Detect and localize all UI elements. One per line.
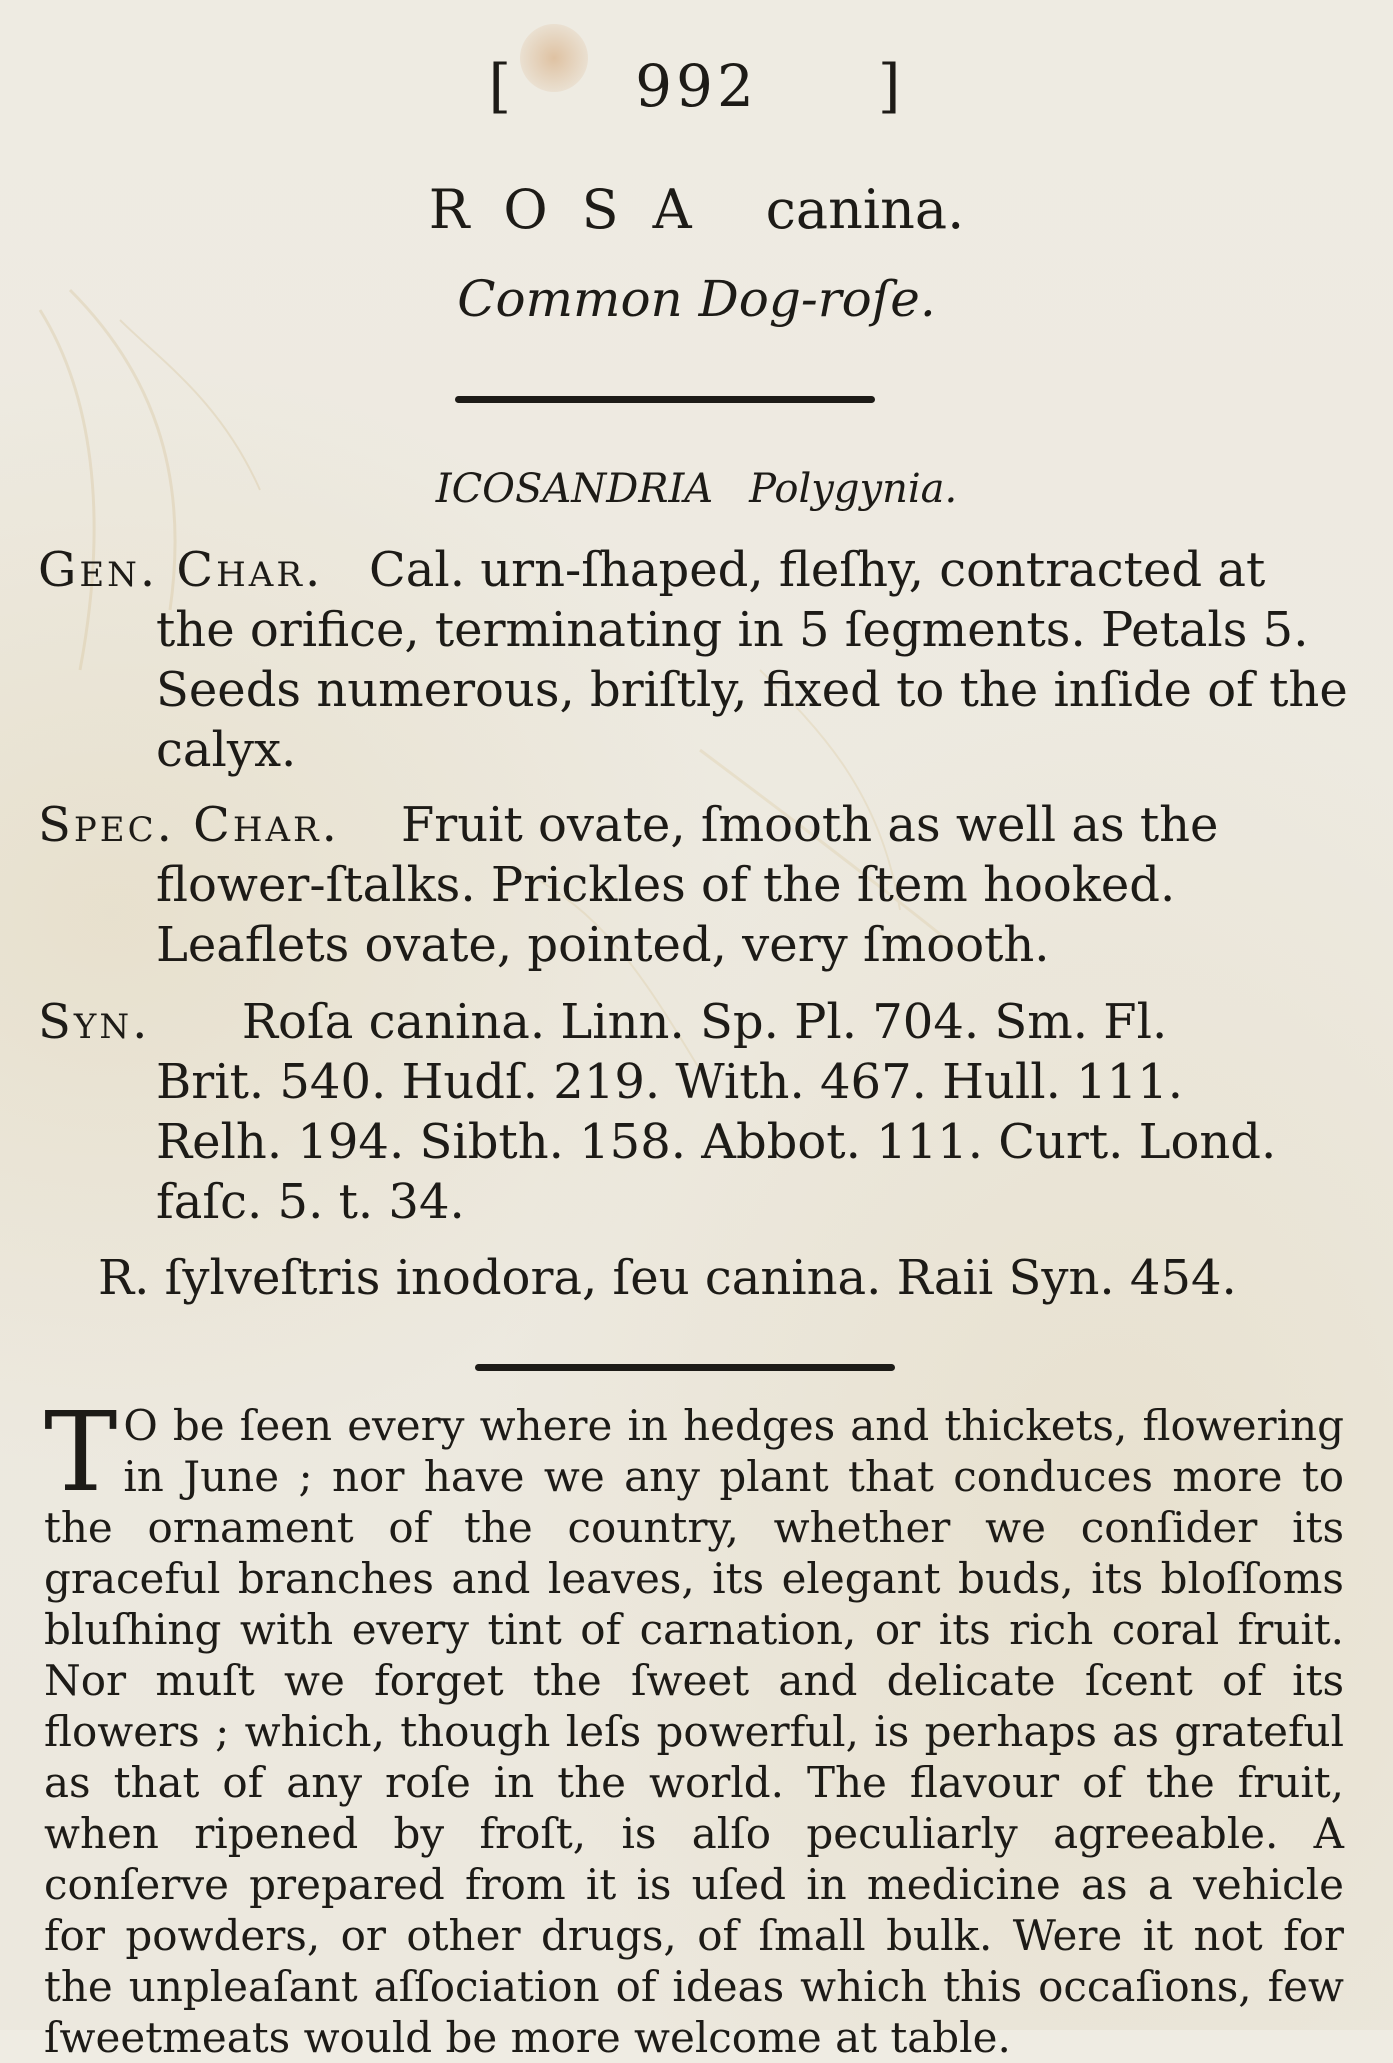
specific-character: [38, 795, 1338, 975]
spec-char-line: flower-ſtalks. Prickles of the ſtem hooked.: [156, 857, 1176, 913]
divider-rule-top: [455, 396, 875, 403]
gen-char-line: the orifice, terminating in 5 ſegments. Petals 5.: [156, 602, 1309, 658]
gen-char-line: Seeds numerous, briſtly, fixed to the inſide of the: [156, 662, 1348, 718]
syn-label: Syn.: [38, 994, 151, 1050]
synonym-secondary: R. ſylveſtris inodora, ſeu canina. Raii Syn. 454.: [98, 1250, 1237, 1306]
gen-char-line: Cal. urn-ſhaped, fleſhy, contracted at: [369, 542, 1266, 598]
right-bracket: ]: [877, 52, 905, 120]
gen-char-label: Gen. Char.: [38, 542, 324, 598]
class-name: ICOSANDRIA: [435, 466, 714, 512]
species-title: [0, 178, 1393, 241]
description-text: O be ſeen every where in hedges and thickets, flowering in June ; nor have we any plant that conduces more to the ornament of the country, whether we conſider its graceful branches and leaves, its elegant buds, its bloſſoms bluſhing with every tint of carnation, or its rich coral fruit. Nor muſt we forget the ſweet and delicate ſcent of its flowers ; which, though leſs powerful, is perhaps as grateful as that of any roſe in the world. The flavour of the fruit, when ripened by froſt, is alſo peculiarly agreeable. A conſerve prepared from it is uſed in medicine as a vehicle for powders, or other drugs, of ſmall bulk. Were it not for the unpleaſant aſſociation of ideas which this occaſions, few ſweetmeats would be more welcome at table.: [44, 1401, 1344, 2062]
spec-char-label: Spec. Char.: [38, 797, 340, 853]
order-name: Polygynia.: [749, 466, 958, 512]
divider-rule-bottom: [475, 1364, 895, 1371]
syn-line: Roſa canina. Linn. Sp. Pl. 704. Sm. Fl.: [241, 994, 1168, 1050]
spec-char-line: Leaflets ovate, pointed, very ſmooth.: [156, 917, 1050, 973]
description-paragraph: [44, 1388, 1344, 2063]
syn-line: Brit. 540. Hudſ. 219. With. 467. Hull. 111.: [156, 1054, 1183, 1110]
syn-line: faſc. 5. t. 34.: [156, 1174, 465, 1230]
generic-character: [38, 540, 1348, 780]
page-number-header: [0, 52, 1393, 120]
common-name: Common Dog-roſe.: [457, 270, 936, 328]
species-name: canina.: [765, 178, 965, 241]
gen-char-line: calyx.: [156, 722, 297, 778]
spec-char-line: Fruit ovate, ſmooth as well as the: [400, 797, 1219, 853]
synonyms: [38, 992, 1338, 1232]
page-number: 992: [635, 52, 758, 120]
genus-name: ROSA: [428, 178, 726, 241]
drop-cap: T: [44, 1388, 118, 1516]
left-bracket: [: [488, 52, 516, 120]
syn-line: Relh. 194. Sibth. 158. Abbot. 111. Curt. Lond.: [156, 1114, 1277, 1170]
linnaean-classification: [0, 466, 1393, 512]
